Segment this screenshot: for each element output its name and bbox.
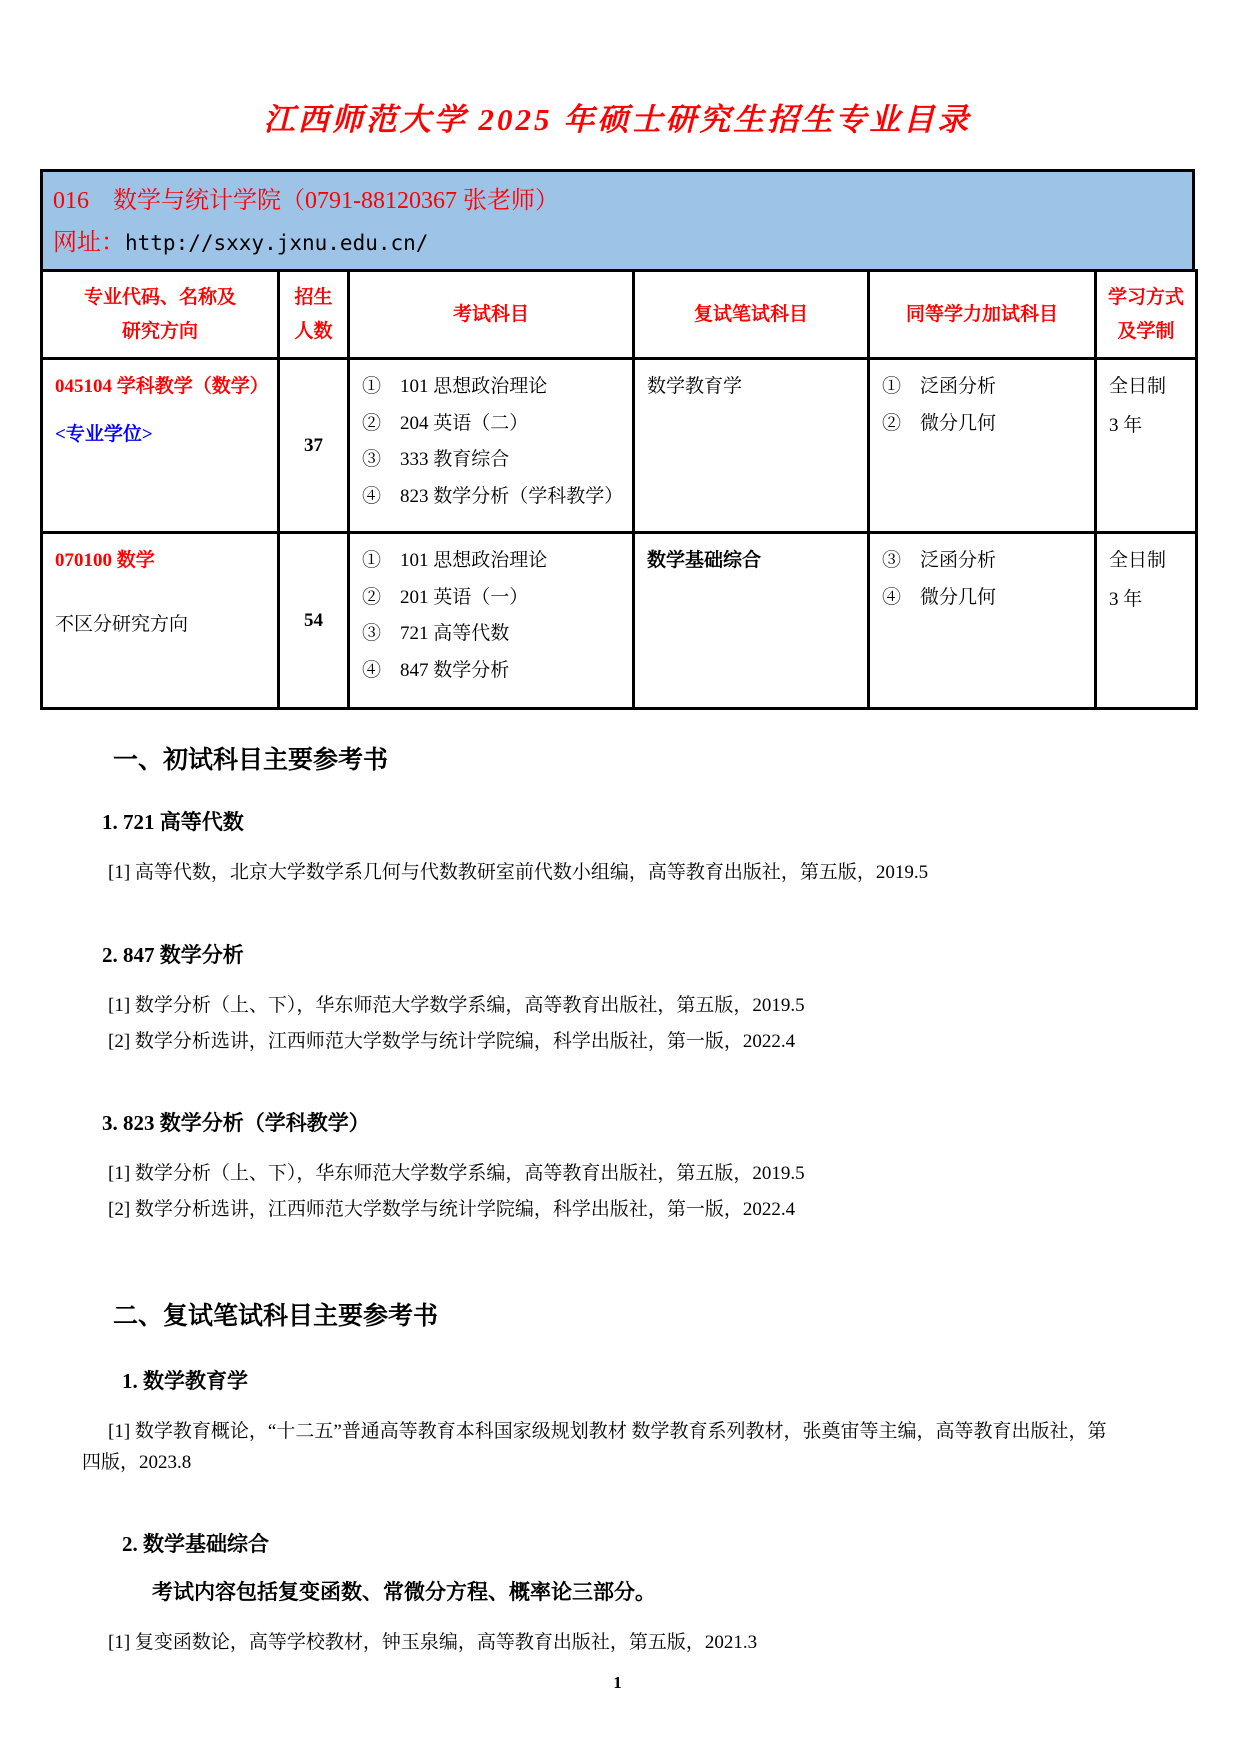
department-name: 016 数学与统计学院（0791-88120367 张老师） (53, 188, 559, 214)
section-heading: 二、复试笔试科目主要参考书 (113, 1302, 439, 1330)
website-label: 网址： (53, 230, 125, 256)
section-initial-exam-references (40, 740, 1195, 1226)
reference-entry: [1] 数学教育概论，“十二五”普通高等教育本科国家级规划教材 数学教育系列教材，张奠宙等主编，高等教育出版社，第四版，2023.8 (82, 1420, 1107, 1473)
col-header-additional-subjects: 同等学力加试科目 (869, 271, 1096, 359)
additional-subjects-cell (869, 359, 1096, 533)
website-url[interactable]: http://sxxy.jxnu.edu.cn/ (125, 231, 429, 255)
exam-subject: ① 101 思想政治理论 (362, 550, 548, 571)
section-heading: 一、初试科目主要参考书 (113, 747, 389, 774)
table-header-row (42, 271, 1197, 359)
study-mode: 全日制 (1109, 550, 1167, 571)
additional-subject: ④ 微分几何 (882, 586, 997, 608)
reference-item-title: 2. 数学基础综合 (122, 1532, 269, 1557)
col-header-exam-subjects: 考试科目 (349, 271, 634, 359)
reference-entry: [2] 数学分析选讲，江西师范大学数学与统计学院编，科学出版社，第一版，2022.4 (108, 1199, 796, 1221)
program-code: 070100 数学 (55, 550, 155, 571)
additional-subject: ② 微分几何 (882, 412, 997, 434)
reference-item-title: 3. 823 数学分析（学科教学） (102, 1111, 370, 1136)
duration: 3 年 (1109, 414, 1143, 436)
exam-subject: ② 201 英语（一） (362, 586, 529, 608)
program-code: 045104 学科教学（数学） (55, 376, 269, 397)
col-header-study-mode: 学习方式 及学制 (1096, 271, 1197, 359)
program-cell (42, 359, 279, 533)
additional-subject: ① 泛函分析 (882, 376, 997, 397)
research-direction: 不区分研究方向 (55, 613, 189, 635)
degree-type: <专业学位> (55, 423, 153, 445)
retest-subject: 数学基础综合 (647, 550, 762, 571)
enrollment-count: 37 (279, 359, 349, 533)
reference-entry: [1] 复变函数论，高等学校教材，钟玉泉编，高等教育出版社，第五版，2021.3 (108, 1632, 758, 1654)
reference-item-title: 1. 721 高等代数 (102, 810, 244, 834)
exam-subject: ③ 333 教育综合 (362, 449, 510, 471)
table-row-070100 (42, 533, 1197, 709)
exam-subjects-cell (349, 359, 634, 533)
duration: 3 年 (1109, 588, 1143, 610)
retest-subject: 数学教育学 (647, 376, 743, 397)
study-mode: 全日制 (1109, 376, 1167, 397)
website-row (43, 215, 1192, 269)
exam-subject: ② 204 英语（二） (362, 412, 529, 434)
reference-item-title: 1. 数学教育学 (122, 1368, 248, 1393)
study-mode-cell (1096, 533, 1197, 709)
reference-entry: [1] 高等代数，北京大学数学系几何与代数教研室前代数小组编，高等教育出版社，第五版，2019.5 (108, 862, 929, 883)
additional-subject: ③ 泛函分析 (882, 550, 997, 571)
exam-subject: ③ 721 高等代数 (362, 623, 510, 645)
section-retest-references (40, 1296, 1195, 1659)
col-header-program: 专业代码、名称及 研究方向 (42, 271, 279, 359)
retest-subject-cell (634, 533, 869, 709)
retest-subject-cell (634, 359, 869, 533)
exam-subject: ① 101 思想政治理论 (362, 376, 548, 397)
page-title: 江西师范大学 2025 年硕士研究生招生专业目录 (263, 102, 972, 137)
program-table (40, 269, 1198, 710)
department-header-box (40, 169, 1195, 269)
page-number: 1 (613, 1673, 622, 1693)
additional-subjects-cell (869, 533, 1096, 709)
enrollment-count: 54 (279, 533, 349, 709)
reference-entry: [2] 数学分析选讲，江西师范大学数学与统计学院编，科学出版社，第一版，2022.4 (108, 1030, 796, 1052)
exam-subjects-cell (349, 533, 634, 709)
reference-entry: [1] 数学分析（上、下），华东师范大学数学系编，高等教育出版社，第五版，2019.5 (108, 1163, 805, 1185)
col-header-retest-subjects: 复试笔试科目 (634, 271, 869, 359)
exam-content-note: 考试内容包括复变函数、常微分方程、概率论三部分。 (152, 1580, 656, 1605)
reference-item-title: 2. 847 数学分析 (102, 942, 244, 967)
table-row-045104 (42, 359, 1197, 533)
reference-entry: [1] 数学分析（上、下），华东师范大学数学系编，高等教育出版社，第五版，2019.5 (108, 994, 805, 1016)
exam-subject: ④ 847 数学分析 (362, 659, 510, 681)
col-header-enrollment: 招生 人数 (279, 271, 349, 359)
program-cell (42, 533, 279, 709)
study-mode-cell (1096, 359, 1197, 533)
exam-subject: ④ 823 数学分析（学科教学） (362, 485, 624, 507)
